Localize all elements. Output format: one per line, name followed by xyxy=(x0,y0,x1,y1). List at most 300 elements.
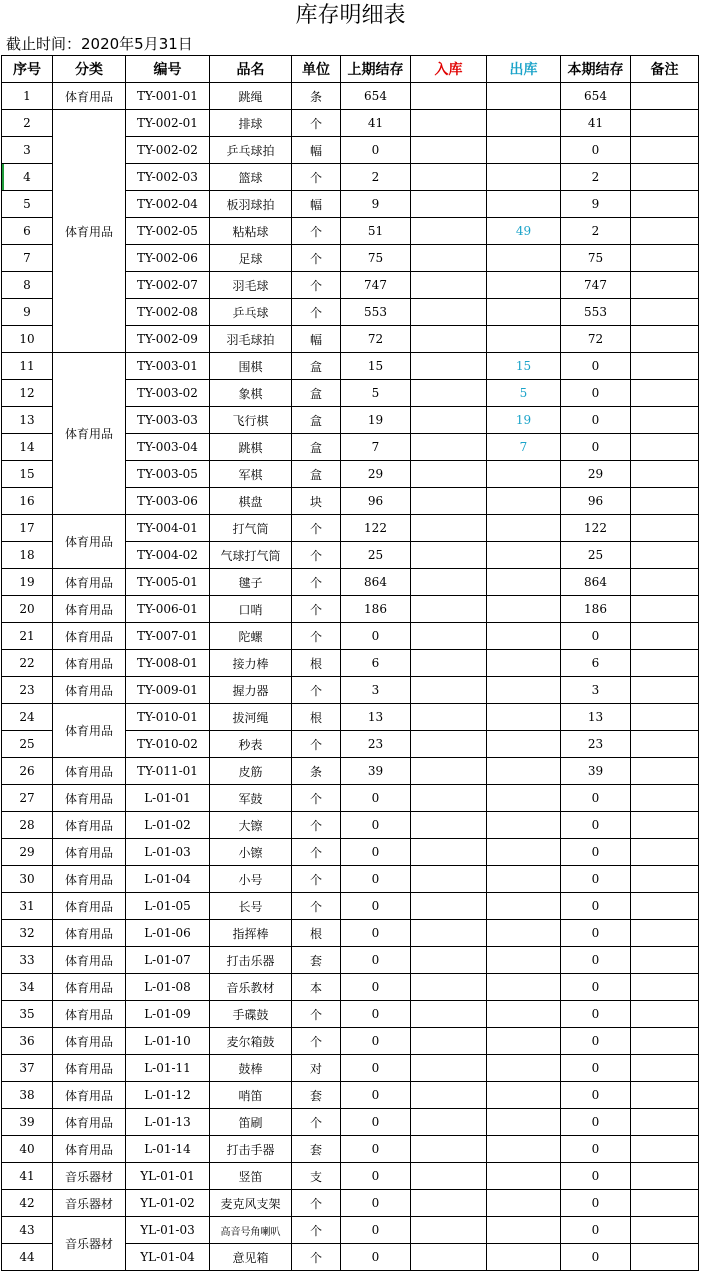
cell-inbound[interactable] xyxy=(411,677,487,704)
cell-cur-stock[interactable]: 23 xyxy=(561,731,631,758)
cell-note[interactable] xyxy=(631,542,699,569)
cell-prev-stock[interactable]: 0 xyxy=(341,893,411,920)
cell-inbound[interactable] xyxy=(411,1244,487,1271)
cell-code[interactable]: TY-002-03 xyxy=(126,164,210,191)
cell-unit[interactable]: 根 xyxy=(292,704,341,731)
cell-cur-stock[interactable]: 122 xyxy=(561,515,631,542)
cell-category[interactable]: 体育用品 xyxy=(53,1136,126,1163)
cell-note[interactable] xyxy=(631,974,699,1001)
cell-category[interactable]: 体育用品 xyxy=(53,947,126,974)
cell-note[interactable] xyxy=(631,1001,699,1028)
cell-outbound[interactable]: 15 xyxy=(487,353,561,380)
cell-code[interactable]: L-01-07 xyxy=(126,947,210,974)
cell-code[interactable]: YL-01-01 xyxy=(126,1163,210,1190)
cell-unit[interactable]: 条 xyxy=(292,758,341,785)
cell-index[interactable]: 14 xyxy=(2,434,53,461)
cell-note[interactable] xyxy=(631,650,699,677)
cell-code[interactable]: L-01-11 xyxy=(126,1055,210,1082)
cell-index[interactable]: 31 xyxy=(2,893,53,920)
cell-outbound[interactable] xyxy=(487,839,561,866)
cell-prev-stock[interactable]: 186 xyxy=(341,596,411,623)
cell-unit[interactable]: 个 xyxy=(292,164,341,191)
cell-code[interactable]: YL-01-04 xyxy=(126,1244,210,1271)
cell-code[interactable]: TY-002-02 xyxy=(126,137,210,164)
cell-cur-stock[interactable]: 0 xyxy=(561,1217,631,1244)
cell-inbound[interactable] xyxy=(411,272,487,299)
cell-prev-stock[interactable]: 0 xyxy=(341,1217,411,1244)
cell-note[interactable] xyxy=(631,83,699,110)
cell-name[interactable]: 手碟鼓 xyxy=(210,1001,292,1028)
cell-index[interactable]: 41 xyxy=(2,1163,53,1190)
cell-category[interactable]: 音乐器材 xyxy=(53,1217,126,1271)
cell-prev-stock[interactable]: 0 xyxy=(341,785,411,812)
cell-code[interactable]: TY-004-02 xyxy=(126,542,210,569)
cell-code[interactable]: YL-01-02 xyxy=(126,1190,210,1217)
cell-category[interactable]: 音乐器材 xyxy=(53,1190,126,1217)
cell-note[interactable] xyxy=(631,1136,699,1163)
cell-name[interactable]: 笛刷 xyxy=(210,1109,292,1136)
cell-name[interactable]: 高音号角喇叭 xyxy=(210,1217,292,1244)
cell-cur-stock[interactable]: 25 xyxy=(561,542,631,569)
cell-code[interactable]: TY-007-01 xyxy=(126,623,210,650)
cell-unit[interactable]: 幅 xyxy=(292,137,341,164)
cell-inbound[interactable] xyxy=(411,1082,487,1109)
cell-prev-stock[interactable]: 5 xyxy=(341,380,411,407)
cell-unit[interactable]: 个 xyxy=(292,596,341,623)
cell-note[interactable] xyxy=(631,623,699,650)
cell-index[interactable]: 42 xyxy=(2,1190,53,1217)
cell-note[interactable] xyxy=(631,839,699,866)
cell-prev-stock[interactable]: 0 xyxy=(341,137,411,164)
cell-outbound[interactable] xyxy=(487,569,561,596)
cell-note[interactable] xyxy=(631,1244,699,1271)
cell-index[interactable]: 25 xyxy=(2,731,53,758)
cell-outbound[interactable] xyxy=(487,542,561,569)
cell-outbound[interactable] xyxy=(487,920,561,947)
cell-inbound[interactable] xyxy=(411,245,487,272)
cell-unit[interactable]: 个 xyxy=(292,677,341,704)
cell-unit[interactable]: 个 xyxy=(292,1028,341,1055)
cell-prev-stock[interactable]: 864 xyxy=(341,569,411,596)
header-code[interactable]: 编号 xyxy=(126,56,210,83)
cell-name[interactable]: 毽子 xyxy=(210,569,292,596)
cell-category[interactable]: 体育用品 xyxy=(53,650,126,677)
cell-code[interactable]: TY-002-01 xyxy=(126,110,210,137)
cell-index[interactable]: 11 xyxy=(2,353,53,380)
cell-code[interactable]: L-01-02 xyxy=(126,812,210,839)
cell-name[interactable]: 打击乐器 xyxy=(210,947,292,974)
cell-cur-stock[interactable]: 0 xyxy=(561,407,631,434)
cell-outbound[interactable] xyxy=(487,110,561,137)
cell-cur-stock[interactable]: 72 xyxy=(561,326,631,353)
cell-prev-stock[interactable]: 0 xyxy=(341,1163,411,1190)
cell-note[interactable] xyxy=(631,758,699,785)
cell-name[interactable]: 音乐教材 xyxy=(210,974,292,1001)
cell-category[interactable]: 体育用品 xyxy=(53,893,126,920)
cell-prev-stock[interactable]: 13 xyxy=(341,704,411,731)
cell-unit[interactable]: 盒 xyxy=(292,407,341,434)
cell-code[interactable]: TY-008-01 xyxy=(126,650,210,677)
header-inbound[interactable]: 入库 xyxy=(411,56,487,83)
cell-code[interactable]: TY-003-05 xyxy=(126,461,210,488)
cell-unit[interactable]: 个 xyxy=(292,839,341,866)
cell-outbound[interactable] xyxy=(487,299,561,326)
cell-name[interactable]: 围棋 xyxy=(210,353,292,380)
cell-code[interactable]: TY-003-06 xyxy=(126,488,210,515)
cell-outbound[interactable] xyxy=(487,893,561,920)
cell-prev-stock[interactable]: 15 xyxy=(341,353,411,380)
cell-code[interactable]: TY-010-01 xyxy=(126,704,210,731)
cell-inbound[interactable] xyxy=(411,353,487,380)
cell-category[interactable]: 体育用品 xyxy=(53,353,126,515)
cell-name[interactable]: 乒乓球 xyxy=(210,299,292,326)
cell-inbound[interactable] xyxy=(411,191,487,218)
cell-name[interactable]: 口哨 xyxy=(210,596,292,623)
cell-outbound[interactable] xyxy=(487,272,561,299)
cell-cur-stock[interactable]: 0 xyxy=(561,839,631,866)
cell-outbound[interactable] xyxy=(487,866,561,893)
cell-index[interactable]: 5 xyxy=(2,191,53,218)
cell-cur-stock[interactable]: 0 xyxy=(561,974,631,1001)
cell-inbound[interactable] xyxy=(411,1190,487,1217)
cell-note[interactable] xyxy=(631,812,699,839)
cell-unit[interactable]: 个 xyxy=(292,1190,341,1217)
cell-note[interactable] xyxy=(631,326,699,353)
cell-name[interactable]: 羽毛球拍 xyxy=(210,326,292,353)
cell-cur-stock[interactable]: 0 xyxy=(561,1136,631,1163)
cell-inbound[interactable] xyxy=(411,947,487,974)
cell-note[interactable] xyxy=(631,1190,699,1217)
cell-unit[interactable]: 个 xyxy=(292,785,341,812)
cell-note[interactable] xyxy=(631,299,699,326)
cell-inbound[interactable] xyxy=(411,542,487,569)
cell-cur-stock[interactable]: 13 xyxy=(561,704,631,731)
cell-outbound[interactable] xyxy=(487,137,561,164)
cell-cur-stock[interactable]: 0 xyxy=(561,866,631,893)
cell-prev-stock[interactable]: 3 xyxy=(341,677,411,704)
cell-note[interactable] xyxy=(631,1109,699,1136)
cell-index[interactable]: 18 xyxy=(2,542,53,569)
cell-unit[interactable]: 个 xyxy=(292,542,341,569)
cell-category[interactable]: 体育用品 xyxy=(53,677,126,704)
cell-prev-stock[interactable]: 23 xyxy=(341,731,411,758)
cell-index[interactable]: 26 xyxy=(2,758,53,785)
cell-inbound[interactable] xyxy=(411,1109,487,1136)
cell-prev-stock[interactable]: 0 xyxy=(341,1001,411,1028)
cell-index[interactable]: 40 xyxy=(2,1136,53,1163)
cell-prev-stock[interactable]: 0 xyxy=(341,920,411,947)
cell-index[interactable]: 39 xyxy=(2,1109,53,1136)
cell-unit[interactable]: 个 xyxy=(292,866,341,893)
cell-category[interactable]: 体育用品 xyxy=(53,1082,126,1109)
cell-cur-stock[interactable]: 0 xyxy=(561,1244,631,1271)
cell-category[interactable]: 体育用品 xyxy=(53,1109,126,1136)
cell-note[interactable] xyxy=(631,515,699,542)
cell-outbound[interactable] xyxy=(487,515,561,542)
cell-unit[interactable]: 个 xyxy=(292,272,341,299)
cell-note[interactable] xyxy=(631,407,699,434)
cell-note[interactable] xyxy=(631,596,699,623)
cell-note[interactable] xyxy=(631,110,699,137)
cell-unit[interactable]: 本 xyxy=(292,974,341,1001)
cell-note[interactable] xyxy=(631,353,699,380)
cell-index[interactable]: 30 xyxy=(2,866,53,893)
cell-index[interactable]: 37 xyxy=(2,1055,53,1082)
cell-cur-stock[interactable]: 747 xyxy=(561,272,631,299)
cell-index[interactable]: 24 xyxy=(2,704,53,731)
cell-code[interactable]: TY-003-01 xyxy=(126,353,210,380)
cell-prev-stock[interactable]: 96 xyxy=(341,488,411,515)
cell-prev-stock[interactable]: 0 xyxy=(341,1136,411,1163)
cell-outbound[interactable] xyxy=(487,83,561,110)
cell-inbound[interactable] xyxy=(411,326,487,353)
cell-unit[interactable]: 盒 xyxy=(292,380,341,407)
cell-name[interactable]: 篮球 xyxy=(210,164,292,191)
cell-name[interactable]: 象棋 xyxy=(210,380,292,407)
cell-index[interactable]: 7 xyxy=(2,245,53,272)
cell-inbound[interactable] xyxy=(411,1055,487,1082)
cell-code[interactable]: TY-002-05 xyxy=(126,218,210,245)
cell-unit[interactable]: 个 xyxy=(292,515,341,542)
cell-outbound[interactable] xyxy=(487,596,561,623)
cell-cur-stock[interactable]: 0 xyxy=(561,1109,631,1136)
cell-index[interactable]: 22 xyxy=(2,650,53,677)
cell-index[interactable]: 38 xyxy=(2,1082,53,1109)
cell-index[interactable]: 2 xyxy=(2,110,53,137)
cell-outbound[interactable] xyxy=(487,812,561,839)
cell-note[interactable] xyxy=(631,137,699,164)
cell-name[interactable]: 军鼓 xyxy=(210,785,292,812)
cell-cur-stock[interactable]: 0 xyxy=(561,893,631,920)
cell-prev-stock[interactable]: 41 xyxy=(341,110,411,137)
cell-code[interactable]: L-01-03 xyxy=(126,839,210,866)
cell-prev-stock[interactable]: 0 xyxy=(341,1190,411,1217)
cell-index[interactable]: 34 xyxy=(2,974,53,1001)
cell-code[interactable]: TY-002-04 xyxy=(126,191,210,218)
cell-code[interactable]: TY-009-01 xyxy=(126,677,210,704)
cell-name[interactable]: 握力器 xyxy=(210,677,292,704)
cell-note[interactable] xyxy=(631,1082,699,1109)
cell-code[interactable]: L-01-01 xyxy=(126,785,210,812)
cell-prev-stock[interactable]: 0 xyxy=(341,1109,411,1136)
cell-inbound[interactable] xyxy=(411,731,487,758)
cell-outbound[interactable] xyxy=(487,191,561,218)
cell-unit[interactable]: 套 xyxy=(292,947,341,974)
cell-cur-stock[interactable]: 553 xyxy=(561,299,631,326)
cell-name[interactable]: 拔河绳 xyxy=(210,704,292,731)
cell-prev-stock[interactable]: 0 xyxy=(341,1055,411,1082)
cell-category[interactable]: 体育用品 xyxy=(53,704,126,758)
cell-category[interactable]: 体育用品 xyxy=(53,839,126,866)
cell-inbound[interactable] xyxy=(411,623,487,650)
cell-code[interactable]: L-01-13 xyxy=(126,1109,210,1136)
cell-outbound[interactable] xyxy=(487,947,561,974)
cell-unit[interactable]: 条 xyxy=(292,83,341,110)
cell-inbound[interactable] xyxy=(411,110,487,137)
cell-unit[interactable]: 个 xyxy=(292,245,341,272)
cell-prev-stock[interactable]: 553 xyxy=(341,299,411,326)
cell-name[interactable]: 排球 xyxy=(210,110,292,137)
cell-index[interactable]: 27 xyxy=(2,785,53,812)
cell-cur-stock[interactable]: 0 xyxy=(561,1163,631,1190)
cell-category[interactable]: 体育用品 xyxy=(53,812,126,839)
cell-name[interactable]: 打气筒 xyxy=(210,515,292,542)
cell-inbound[interactable] xyxy=(411,1136,487,1163)
cell-note[interactable] xyxy=(631,434,699,461)
cell-category[interactable]: 体育用品 xyxy=(53,920,126,947)
cell-name[interactable]: 麦克风支架 xyxy=(210,1190,292,1217)
cell-prev-stock[interactable]: 0 xyxy=(341,974,411,1001)
cell-prev-stock[interactable]: 0 xyxy=(341,812,411,839)
cell-note[interactable] xyxy=(631,866,699,893)
cell-inbound[interactable] xyxy=(411,1217,487,1244)
cell-outbound[interactable] xyxy=(487,488,561,515)
cell-cur-stock[interactable]: 864 xyxy=(561,569,631,596)
cell-prev-stock[interactable]: 747 xyxy=(341,272,411,299)
cell-category[interactable]: 体育用品 xyxy=(53,866,126,893)
cell-prev-stock[interactable]: 0 xyxy=(341,623,411,650)
cell-note[interactable] xyxy=(631,893,699,920)
cell-name[interactable]: 军棋 xyxy=(210,461,292,488)
cell-unit[interactable]: 对 xyxy=(292,1055,341,1082)
cell-name[interactable]: 气球打气筒 xyxy=(210,542,292,569)
cell-index[interactable]: 4 xyxy=(2,164,53,191)
cell-inbound[interactable] xyxy=(411,380,487,407)
cell-name[interactable]: 竖笛 xyxy=(210,1163,292,1190)
cell-inbound[interactable] xyxy=(411,893,487,920)
cell-note[interactable] xyxy=(631,677,699,704)
cell-code[interactable]: TY-002-08 xyxy=(126,299,210,326)
cell-code[interactable]: TY-006-01 xyxy=(126,596,210,623)
cell-unit[interactable]: 个 xyxy=(292,1217,341,1244)
cell-code[interactable]: TY-001-01 xyxy=(126,83,210,110)
cell-code[interactable]: TY-004-01 xyxy=(126,515,210,542)
cell-index[interactable]: 1 xyxy=(2,83,53,110)
cell-inbound[interactable] xyxy=(411,83,487,110)
cell-code[interactable]: L-01-08 xyxy=(126,974,210,1001)
cell-unit[interactable]: 个 xyxy=(292,731,341,758)
cell-inbound[interactable] xyxy=(411,515,487,542)
cell-code[interactable]: TY-002-06 xyxy=(126,245,210,272)
cell-name[interactable]: 小镲 xyxy=(210,839,292,866)
cell-unit[interactable]: 幅 xyxy=(292,191,341,218)
cell-prev-stock[interactable]: 39 xyxy=(341,758,411,785)
cell-code[interactable]: TY-002-07 xyxy=(126,272,210,299)
cell-index[interactable]: 36 xyxy=(2,1028,53,1055)
cell-outbound[interactable] xyxy=(487,785,561,812)
cell-outbound[interactable] xyxy=(487,1082,561,1109)
cell-cur-stock[interactable]: 0 xyxy=(561,947,631,974)
cell-name[interactable]: 小号 xyxy=(210,866,292,893)
cell-index[interactable]: 20 xyxy=(2,596,53,623)
cell-code[interactable]: YL-01-03 xyxy=(126,1217,210,1244)
cell-cur-stock[interactable]: 29 xyxy=(561,461,631,488)
cell-unit[interactable]: 个 xyxy=(292,1001,341,1028)
cell-name[interactable]: 飞行棋 xyxy=(210,407,292,434)
cell-code[interactable]: TY-002-09 xyxy=(126,326,210,353)
cell-prev-stock[interactable]: 0 xyxy=(341,1244,411,1271)
cell-unit[interactable]: 个 xyxy=(292,623,341,650)
cell-note[interactable] xyxy=(631,1217,699,1244)
cell-index[interactable]: 44 xyxy=(2,1244,53,1271)
cell-outbound[interactable] xyxy=(487,1190,561,1217)
cell-outbound[interactable] xyxy=(487,650,561,677)
cell-index[interactable]: 17 xyxy=(2,515,53,542)
cell-index[interactable]: 32 xyxy=(2,920,53,947)
cell-note[interactable] xyxy=(631,920,699,947)
cell-inbound[interactable] xyxy=(411,569,487,596)
cell-category[interactable]: 体育用品 xyxy=(53,569,126,596)
cell-unit[interactable]: 盒 xyxy=(292,434,341,461)
cell-prev-stock[interactable]: 29 xyxy=(341,461,411,488)
cell-index[interactable]: 29 xyxy=(2,839,53,866)
cell-inbound[interactable] xyxy=(411,704,487,731)
cell-inbound[interactable] xyxy=(411,488,487,515)
cell-note[interactable] xyxy=(631,218,699,245)
cell-prev-stock[interactable]: 0 xyxy=(341,1082,411,1109)
cell-unit[interactable]: 个 xyxy=(292,1244,341,1271)
cell-prev-stock[interactable]: 122 xyxy=(341,515,411,542)
cell-note[interactable] xyxy=(631,191,699,218)
cell-index[interactable]: 16 xyxy=(2,488,53,515)
cell-name[interactable]: 乒乓球拍 xyxy=(210,137,292,164)
cell-outbound[interactable] xyxy=(487,164,561,191)
cell-outbound[interactable] xyxy=(487,1001,561,1028)
cell-cur-stock[interactable]: 41 xyxy=(561,110,631,137)
cell-name[interactable]: 意见箱 xyxy=(210,1244,292,1271)
cell-name[interactable]: 陀螺 xyxy=(210,623,292,650)
cell-cur-stock[interactable]: 0 xyxy=(561,623,631,650)
cell-name[interactable]: 打击手器 xyxy=(210,1136,292,1163)
cell-index[interactable]: 15 xyxy=(2,461,53,488)
cell-prev-stock[interactable]: 9 xyxy=(341,191,411,218)
cell-unit[interactable]: 个 xyxy=(292,299,341,326)
cell-name[interactable]: 粘粘球 xyxy=(210,218,292,245)
cell-name[interactable]: 大镲 xyxy=(210,812,292,839)
cell-category[interactable]: 体育用品 xyxy=(53,83,126,110)
header-cur-stock[interactable]: 本期结存 xyxy=(561,56,631,83)
cell-cur-stock[interactable]: 654 xyxy=(561,83,631,110)
cell-category[interactable]: 体育用品 xyxy=(53,974,126,1001)
cell-note[interactable] xyxy=(631,461,699,488)
cell-inbound[interactable] xyxy=(411,137,487,164)
cell-outbound[interactable] xyxy=(487,974,561,1001)
cell-prev-stock[interactable]: 6 xyxy=(341,650,411,677)
cell-code[interactable]: L-01-09 xyxy=(126,1001,210,1028)
cell-inbound[interactable] xyxy=(411,1028,487,1055)
cell-outbound[interactable] xyxy=(487,1136,561,1163)
cell-prev-stock[interactable]: 0 xyxy=(341,839,411,866)
cell-code[interactable]: L-01-14 xyxy=(126,1136,210,1163)
cell-inbound[interactable] xyxy=(411,812,487,839)
cell-index[interactable]: 23 xyxy=(2,677,53,704)
cell-unit[interactable]: 个 xyxy=(292,218,341,245)
cell-note[interactable] xyxy=(631,164,699,191)
cell-code[interactable]: TY-010-02 xyxy=(126,731,210,758)
cell-category[interactable]: 体育用品 xyxy=(53,110,126,353)
cell-note[interactable] xyxy=(631,1055,699,1082)
cell-category[interactable]: 音乐器材 xyxy=(53,1163,126,1190)
cell-cur-stock[interactable]: 0 xyxy=(561,137,631,164)
cell-unit[interactable]: 块 xyxy=(292,488,341,515)
cell-index[interactable]: 3 xyxy=(2,137,53,164)
cell-cur-stock[interactable]: 2 xyxy=(561,164,631,191)
cell-cur-stock[interactable]: 0 xyxy=(561,812,631,839)
cell-note[interactable] xyxy=(631,245,699,272)
cell-unit[interactable]: 盒 xyxy=(292,353,341,380)
cell-outbound[interactable]: 19 xyxy=(487,407,561,434)
cell-unit[interactable]: 个 xyxy=(292,812,341,839)
